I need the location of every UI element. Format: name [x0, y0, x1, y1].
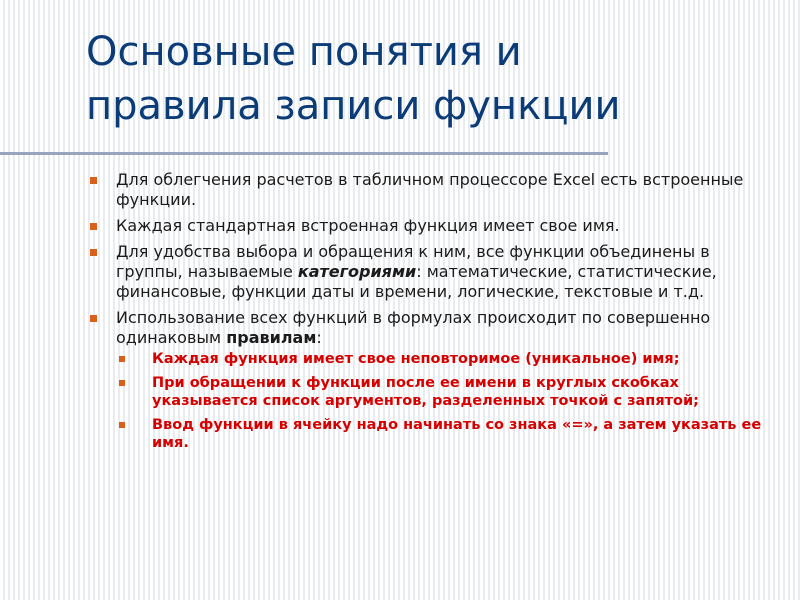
- sub-bullet-text: При обращении к функции после ее имени в круглых скобках указывается список аргументов, разделенных точкой с запятой;: [152, 375, 699, 409]
- sub-bullet-text: Ввод функции в ячейку надо начинать со знака «=», а затем указать ее имя.: [152, 417, 762, 451]
- sub-bullet-text: Каждая функция имеет свое неповторимое (уникальное) имя;: [152, 351, 680, 367]
- bullet-emphasis-categories: категориями: [297, 262, 417, 281]
- bullet-text: : математические, статистические, финансовые, функции даты и времени, логические, текстовые и т.д.: [116, 262, 717, 301]
- bullet-item: [86, 216, 776, 236]
- rules-sub-list: [116, 350, 776, 452]
- slide-title: [86, 25, 766, 133]
- square-bullet-icon: [119, 422, 125, 428]
- bullet-emphasis-rules: правилам: [226, 328, 317, 347]
- bullet-item: [86, 308, 776, 452]
- bullet-item: [86, 242, 776, 302]
- sub-bullet-item: [116, 350, 776, 368]
- bullet-list: [86, 170, 776, 458]
- square-bullet-icon: [90, 315, 97, 322]
- title-line-1: Основные понятия и: [86, 29, 522, 75]
- square-bullet-icon: [119, 380, 125, 386]
- bullet-text: Использование всех функций в формулах происходит по совершенно одинаковым: [116, 308, 711, 347]
- sub-bullet-item: [116, 416, 776, 452]
- bullet-text: :: [316, 328, 322, 347]
- bullet-text: Каждая стандартная встроенная функция имеет свое имя.: [116, 216, 620, 235]
- sub-bullet-item: [116, 374, 776, 410]
- square-bullet-icon: [119, 356, 125, 362]
- bullet-item: [86, 170, 776, 210]
- square-bullet-icon: [90, 249, 97, 256]
- bullet-text: Для облегчения расчетов в табличном процессоре Excel есть встроенные функции.: [116, 170, 744, 209]
- title-line-2: правила записи функции: [86, 83, 621, 129]
- title-underline: [0, 152, 608, 155]
- square-bullet-icon: [90, 177, 97, 184]
- square-bullet-icon: [90, 223, 97, 230]
- bullet-text: Для удобства выбора и обращения к ним, все функции объединены в группы, называемые: [116, 242, 710, 281]
